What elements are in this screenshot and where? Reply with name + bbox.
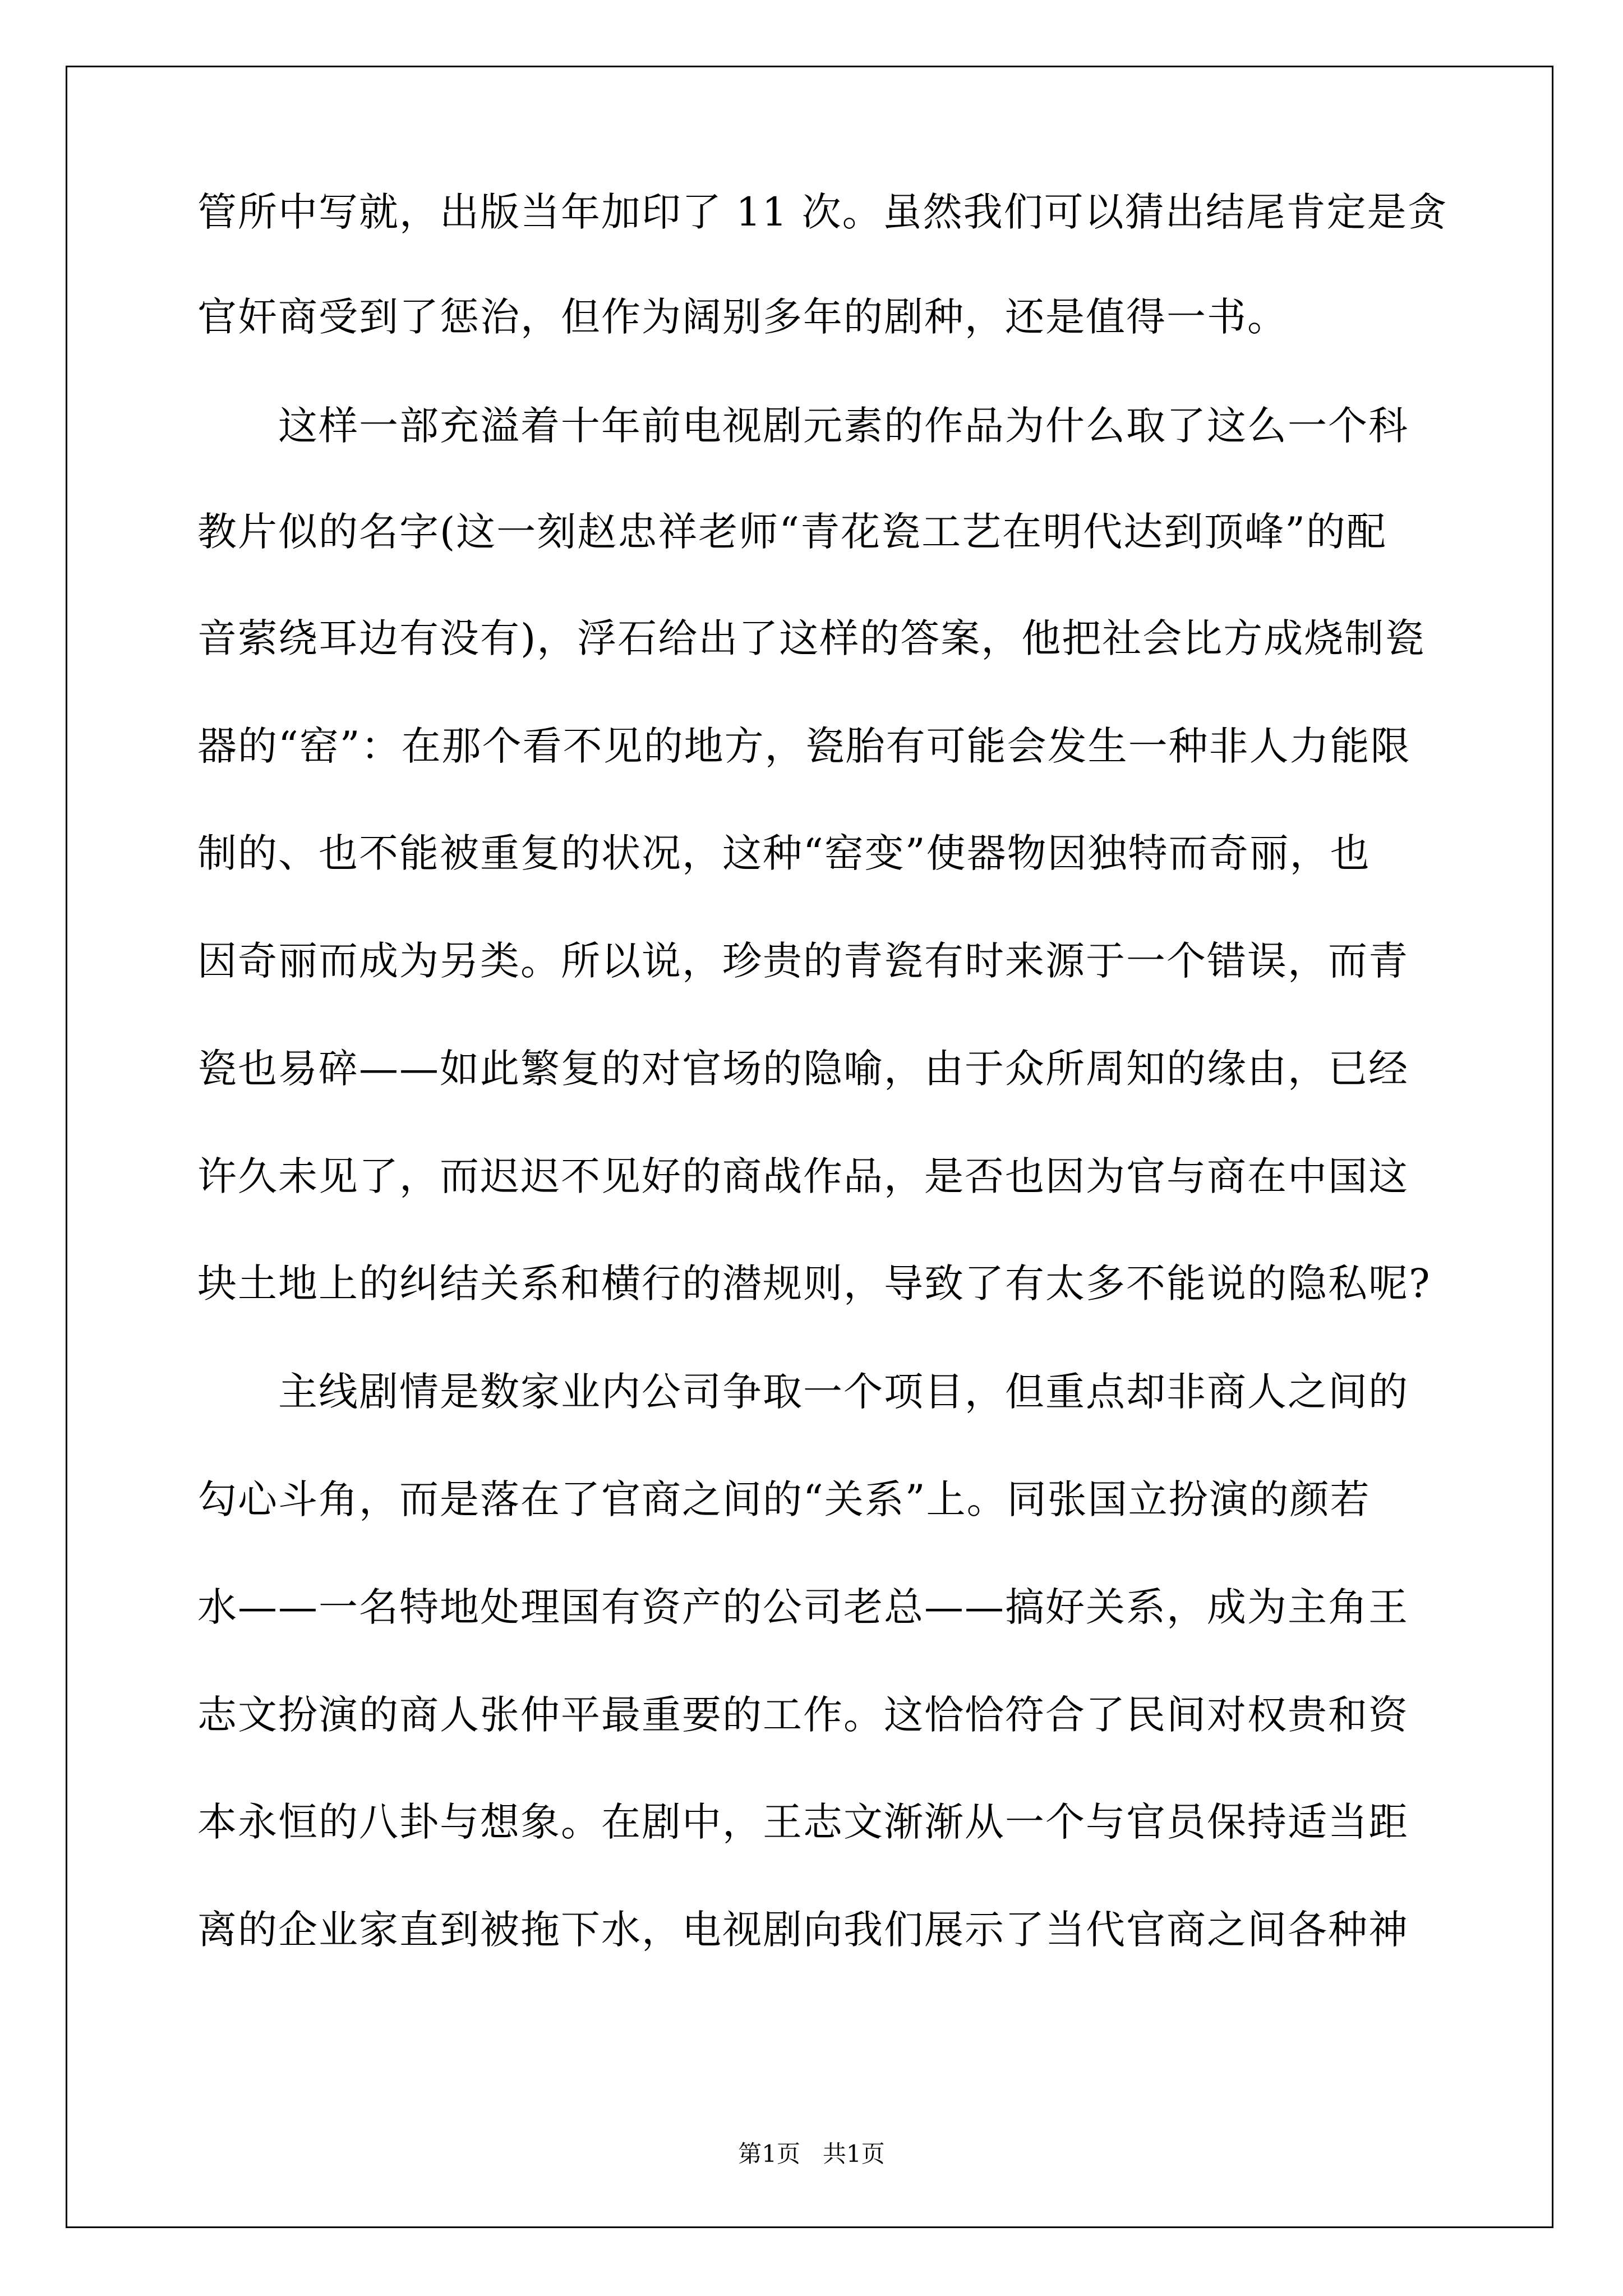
body-line: 许久未见了，而迟迟不见好的商战作品，是否也因为官与商在中国这 — [197, 1153, 1409, 1199]
body-line: 制的、也不能被重复的状况，这种“窑变”使器物因独特而奇丽，也 — [197, 830, 1371, 876]
body-line: 器的“窑”：在那个看不见的地方，瓷胎有可能会发生一种非人力能限 — [197, 723, 1411, 769]
body-line: 块土地上的纠结关系和横行的潜规则，导致了有太多不能说的隐私呢? — [197, 1260, 1431, 1306]
body-line: 官奸商受到了惩治，但作为阔别多年的剧种，还是值得一书。 — [197, 294, 1288, 340]
body-line: 本永恒的八卦与想象。在剧中，王志文渐渐从一个与官员保持适当距 — [197, 1799, 1409, 1845]
body-line: 水——一名特地处理国有资产的公司老总——搞好关系，成为主角王 — [197, 1584, 1409, 1630]
page-number-footer: 第1页 共1页 — [738, 2140, 885, 2168]
body-line: 音萦绕耳边有没有)，浮石给出了这样的答案，他把社会比方成烧制瓷 — [197, 615, 1426, 661]
body-line: 勾心斗角，而是落在了官商之间的“关系”上。同张国立扮演的颜若 — [197, 1476, 1371, 1522]
body-line: 瓷也易碎——如此繁复的对官场的隐喻，由于众所周知的缘由，已经 — [197, 1046, 1409, 1092]
body-line: 离的企业家直到被拖下水，电视剧向我们展示了当代官商之间各种神 — [197, 1907, 1409, 1953]
body-line: 教片似的名字(这一刻赵忠祥老师“青花瓷工艺在明代达到顶峰”的配 — [197, 509, 1387, 555]
body-line: 这样一部充溢着十年前电视剧元素的作品为什么取了这么一个科 — [278, 403, 1409, 449]
body-line: 主线剧情是数家业内公司争取一个项目，但重点却非商人之间的 — [278, 1369, 1409, 1415]
body-line: 管所中写就，出版当年加印了 11 次。虽然我们可以猜出结尾肯定是贪 — [197, 189, 1448, 235]
body-line: 因奇丽而成为另类。所以说，珍贵的青瓷有时来源于一个错误，而青 — [197, 938, 1409, 984]
body-line: 志文扮演的商人张仲平最重要的工作。这恰恰符合了民间对权贵和资 — [197, 1692, 1409, 1738]
